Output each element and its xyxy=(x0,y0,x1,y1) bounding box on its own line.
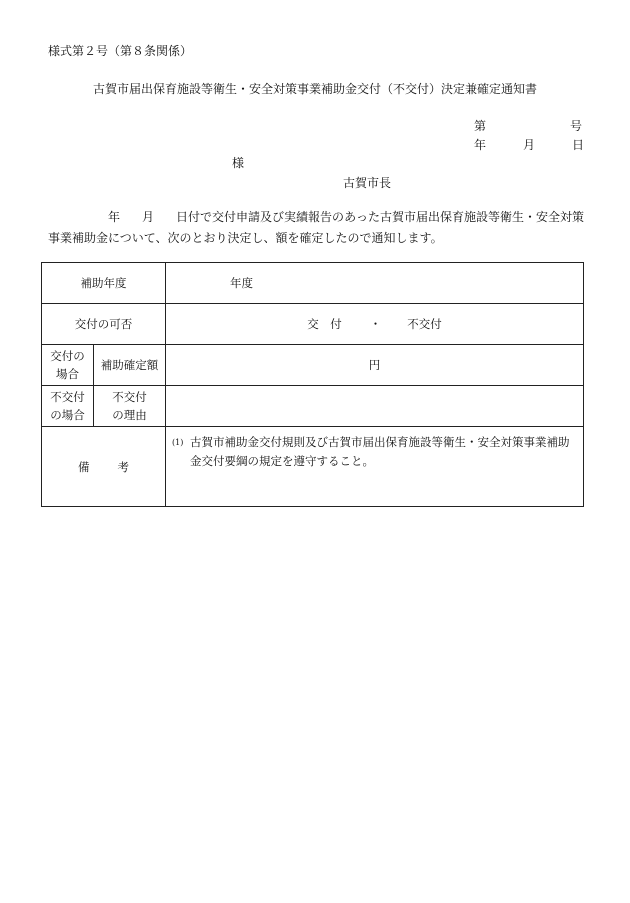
label-non-grant-reason-line1: 不交付 xyxy=(112,390,147,404)
notice-table xyxy=(41,262,584,507)
label-confirmed-amount: 補助確定額 xyxy=(94,345,166,386)
row-confirmed-amount xyxy=(42,345,584,386)
note-text: 古賀市補助金交付規則及び古賀市届出保育施設等衛生・安全対策事業補助金交付要綱の規定を遵守すること。 xyxy=(190,435,570,468)
sender-name: 古賀市長 xyxy=(343,176,392,190)
group-if-granted-line2: 場合 xyxy=(56,367,79,381)
row-non-grant-reason xyxy=(42,386,584,427)
doc-number-dai: 第 xyxy=(474,119,487,133)
label-subsidy-year: 補助年度 xyxy=(42,263,166,304)
option-separator: ・ xyxy=(369,317,382,331)
fiscal-year-suffix: 年度 xyxy=(230,276,253,290)
date-day: 日 xyxy=(572,138,585,152)
body-month: 月 xyxy=(142,210,155,224)
label-non-grant-reason xyxy=(94,386,166,427)
body-text: 日付で交付申請及び実績報告のあった古賀市届出保育施設等衛生・安全対策事業補助金について、次のとおり決定し、額を確定したので通知します。 xyxy=(48,210,584,245)
row-grant-decision xyxy=(42,304,584,345)
date-year: 年 xyxy=(474,138,487,152)
value-subsidy-year xyxy=(166,263,584,304)
label-remarks: 備考 xyxy=(42,427,166,507)
recipient-honorific: 様 xyxy=(232,156,245,170)
option-no-grant: 不交付 xyxy=(407,317,442,331)
label-non-grant-reason-line2: の理由 xyxy=(112,408,147,422)
value-non-grant-reason xyxy=(166,386,584,427)
row-remarks xyxy=(42,427,584,507)
note-number: (1) xyxy=(172,438,184,447)
value-remarks xyxy=(166,427,584,507)
value-grant-decision xyxy=(166,304,584,345)
document-title: 古賀市届出保育施設等衛生・安全対策事業補助金交付（不交付）決定兼確定通知書 xyxy=(92,82,537,96)
group-if-not-granted-line2: の場合 xyxy=(50,408,85,422)
body-year: 年 xyxy=(108,210,121,224)
value-confirmed-amount: 円 xyxy=(166,345,584,386)
row-subsidy-year xyxy=(42,263,584,304)
group-if-not-granted xyxy=(42,386,94,427)
body-paragraph xyxy=(48,207,584,249)
label-grant-decision: 交付の可否 xyxy=(42,304,166,345)
group-if-granted-line1: 交付の xyxy=(50,349,85,363)
form-number: 様式第２号（第８条関係） xyxy=(48,44,193,58)
date-month: 月 xyxy=(523,138,536,152)
group-if-granted xyxy=(42,345,94,386)
doc-number-go: 号 xyxy=(570,119,583,133)
option-grant: 交 付 xyxy=(307,317,342,331)
group-if-not-granted-line1: 不交付 xyxy=(50,390,85,404)
